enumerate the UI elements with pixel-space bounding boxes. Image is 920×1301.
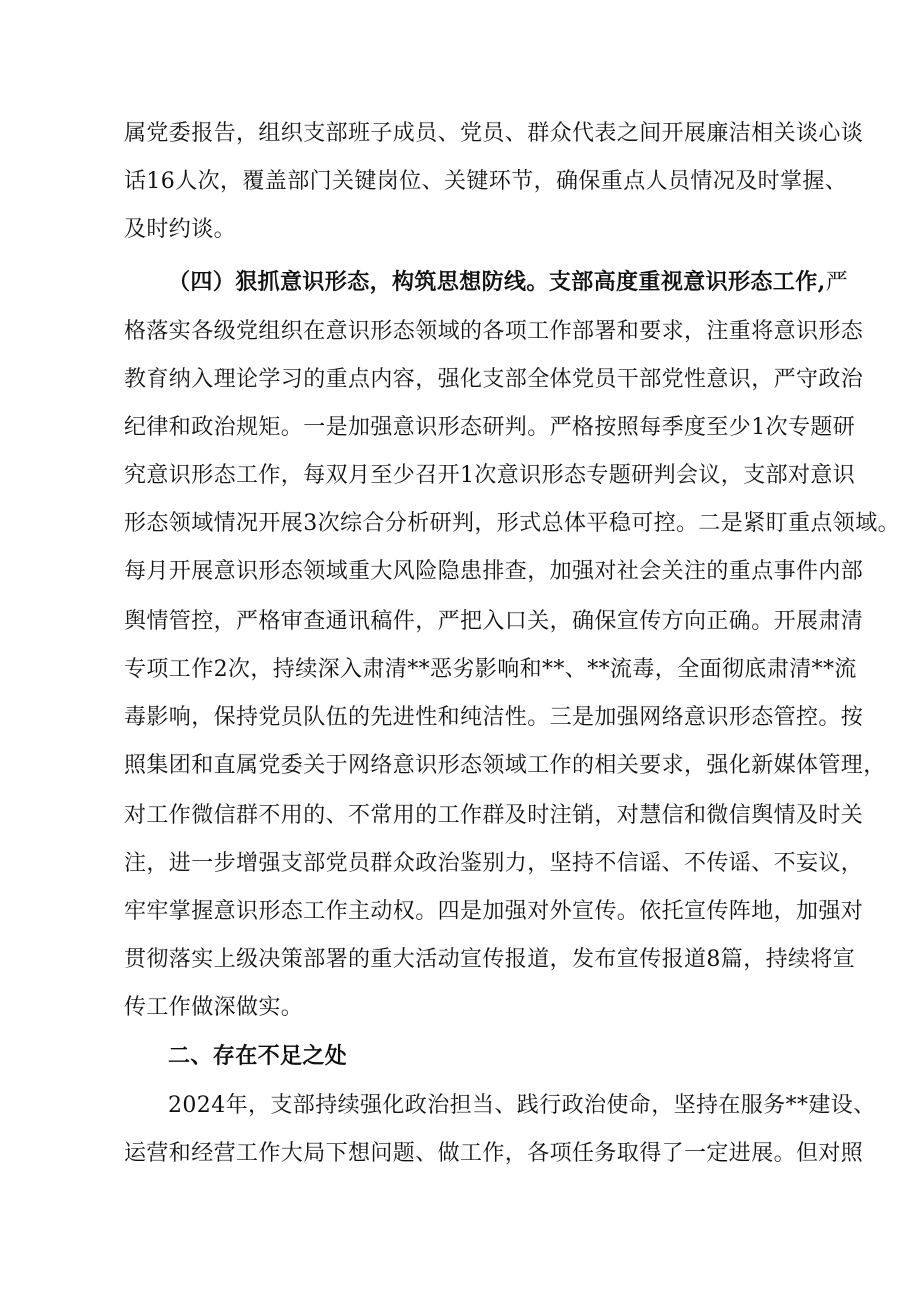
- paragraph-line: 照集团和直属党委关于网络意识形态领域工作的相关要求，强化新媒体管理，: [124, 753, 886, 778]
- section-four-line-tail: 严: [825, 270, 849, 295]
- section-four-lead: 支部高度重视意识形态工作,: [548, 269, 826, 295]
- paragraph-line: 毒影响，保持党员队伍的先进性和纯洁性。三是加强网络意识形态管控。按: [124, 705, 864, 730]
- section-four-heading: （四）狠抓意识形态，构筑思想防线。: [168, 269, 549, 295]
- paragraph-line: 及时约谈。: [124, 217, 237, 242]
- paragraph-line: 属党委报告，组织支部班子成员、党员、群众代表之间开展廉洁相关谈心谈: [124, 121, 864, 146]
- paragraph-line: 究意识形态工作，每双月至少召开1次意识形态专题研判会议，支部对意识: [124, 463, 856, 488]
- paragraph-line: 舆情管控，严格审查通讯稿件，严把入口关，确保宣传方向正确。开展肃清: [124, 609, 864, 634]
- paragraph-line: 传工作做深做实。: [124, 995, 304, 1020]
- paragraph-line: 专项工作2次，持续深入肃清**恶劣影响和**、**流毒，全面彻底肃清**流: [124, 657, 857, 682]
- section-four-first-line: [168, 262, 849, 302]
- paragraph-line: 2024年，支部持续强化政治担当、践行政治使命，坚持在服务**建设、: [168, 1093, 876, 1118]
- paragraph-line: 形态领域情况开展3次综合分析研判，形式总体平稳可控。二是紧盯重点领域。: [124, 511, 900, 536]
- paragraph-line: 格落实各级党组织在意识形态领域的各项工作部署和要求，注重将意识形态: [124, 319, 864, 344]
- paragraph-line: 牢牢掌握意识形态工作主动权。四是加强对外宣传。依托宣传阵地，加强对: [124, 899, 864, 924]
- paragraph-line: 每月开展意识形态领域重大风险隐患排查，加强对社会关注的重点事件内部: [124, 559, 864, 584]
- paragraph-line: 对工作微信群不用的、不常用的工作群及时注销，对慧信和微信舆情及时关: [124, 803, 864, 828]
- paragraph-line: 贯彻落实上级决策部署的重大活动宣传报道，发布宣传报道8篇，持续将宣: [124, 947, 856, 972]
- paragraph-line: 纪律和政治规矩。一是加强意识形态研判。严格按照每季度至少1次专题研: [124, 415, 856, 440]
- paragraph-line: 教育纳入理论学习的重点内容，强化支部全体党员干部党性意识，严守政治: [124, 367, 864, 392]
- paragraph-line: 话16人次，覆盖部门关键岗位、关键环节，确保重点人员情况及时掌握、: [124, 169, 848, 194]
- paragraph-line: 注，进一步增强支部党员群众政治鉴别力，坚持不信谣、不传谣、不妄议，: [124, 851, 864, 876]
- paragraph-line: 运营和经营工作大局下想问题、做工作，各项任务取得了一定进展。但对照: [124, 1141, 864, 1166]
- section-two-heading: 二、存在不足之处: [168, 1043, 348, 1069]
